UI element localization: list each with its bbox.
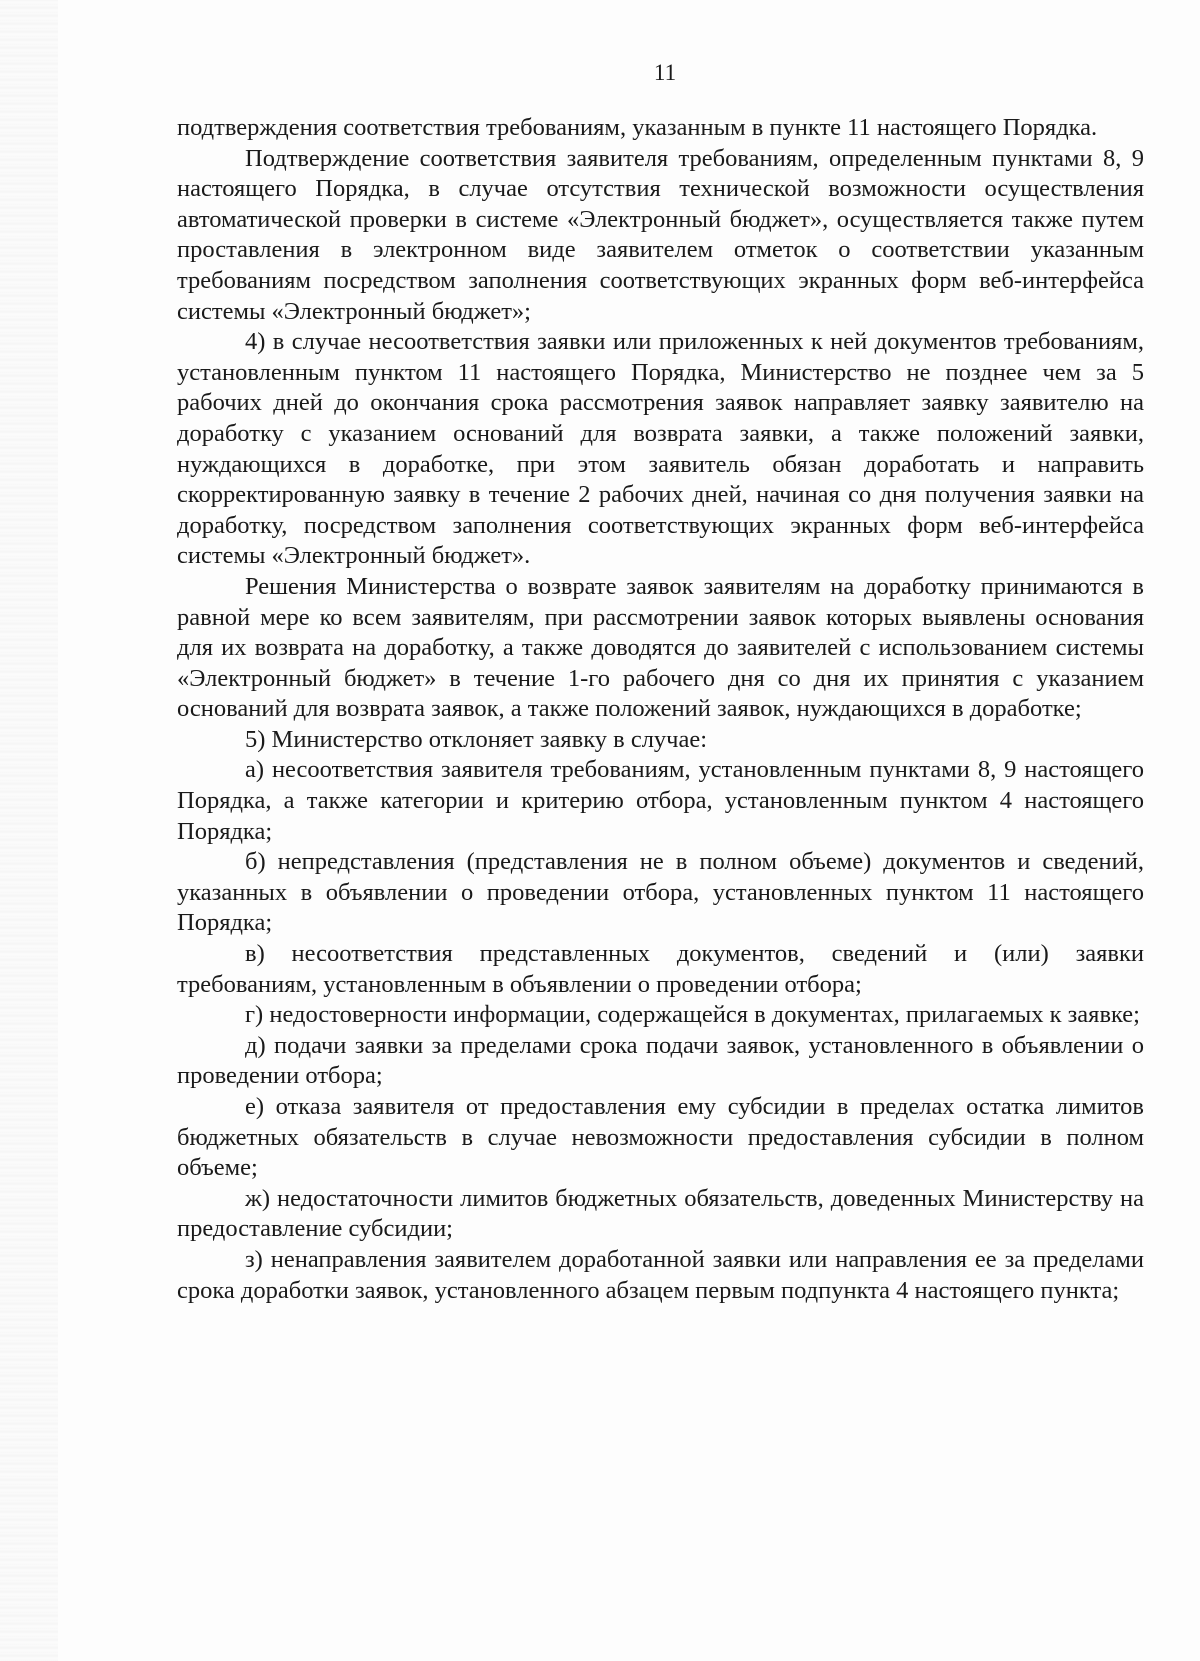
paragraph-subitem-b: б) непредставления (представления не в полном объеме) документов и сведений, указанных в объявлении о проведении отбора, установленных пунктом 11 настоящего Порядка; (177, 848, 1144, 937)
paragraph-subitem-a: а) несоответствия заявителя требованиям, установленным пунктами 8, 9 настоящего Порядка, а также категории и критерию отбора, установленным пунктом 4 настоящего Порядка; (177, 756, 1144, 845)
paragraph-item-5: 5) Министерство отклоняет заявку в случае: (245, 725, 708, 753)
paragraph-subitem-e: е) отказа заявителя от предоставления ему субсидии в пределах остатка лимитов бюджетных обязательств в случае невозможности предоставления субсидии в полном объеме; (177, 1093, 1144, 1182)
paragraph-confirmation: Подтверждение соответствия заявителя требованиям, определенным пунктами 8, 9 настоящего Порядка, в случае отсутствия технической возможности осуществления автоматической проверки в системе «Электронный бюджет», осуществляется также путем проставления в электронном виде заявителем отметок о соответствии указанным требованиям посредством заполнения соответствующих экранных форм веб-интерфейса системы «Электронный бюджет»; (177, 144, 1144, 325)
paragraph-subitem-v: в) несоответствия представленных документов, сведений и (или) заявки требованиям, установленным в объявлении о проведении отбора; (177, 940, 1144, 998)
scan-edge-shading (0, 0, 58, 1661)
paragraph-subitem-z: з) ненаправления заявителем доработанной заявки или направления ее за пределами срока доработки заявок, установленного абзацем первым подпункта 4 настоящего пункта; (177, 1245, 1144, 1304)
paragraph-return-decisions: Решения Министерства о возврате заявок заявителям на доработку принимаются в равной мере ко всем заявителям, при рассмотрении заявок которых выявлены основания для их возврата на доработку, а также доводятся до заявителей с использованием системы «Электронный бюджет» в течение 1-го рабочего дня со дня их принятия с указанием оснований для возврата заявок, а также положений заявок, нуждающихся в доработке; (177, 572, 1144, 723)
paragraph-item-4: 4) в случае несоответствия заявки или приложенных к ней документов требованиям, установленным пунктом 11 настоящего Порядка, Министерство не позднее чем за 5 рабочих дней до окончания срока рассмотрения заявок направляет заявку заявителю на доработку с указанием оснований для возврата заявки, а также положений заявки, нуждающихся в доработке, при этом заявитель обязан доработать и направить скорректированную заявку в течение 2 рабочих дней, начиная со дня получения заявки на доработку, посредством заполнения соответствующих экранных форм веб-интерфейса системы «Электронный бюджет». (177, 328, 1144, 570)
paragraph-subitem-zh: ж) недостаточности лимитов бюджетных обязательств, доведенных Министерству на предоставление субсидии; (177, 1184, 1144, 1243)
paragraph-subitem-g: г) недостоверности информации, содержащейся в документах, прилагаемых к заявке; (245, 1001, 1140, 1029)
paragraph-subitem-d: д) подачи заявки за пределами срока подачи заявок, установленного в объявлении о проведении отбора; (177, 1031, 1144, 1090)
paragraph-continuation: подтверждения соответствия требованиям, указанным в пункте 11 настоящего Порядка. (177, 114, 1098, 141)
document-body (177, 113, 1144, 1306)
page-number: 11 (653, 60, 677, 85)
